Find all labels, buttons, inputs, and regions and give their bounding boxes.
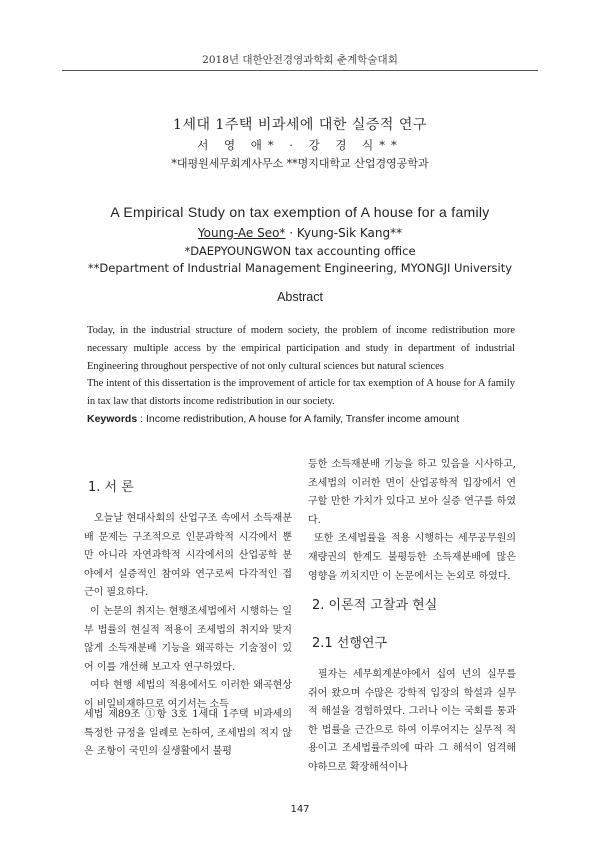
- english-affiliation-1: *DAEPYOUNGWON tax accounting office: [184, 244, 416, 258]
- korean-authors: 서 영 애* · 강 경 식**: [197, 138, 403, 152]
- section-2-heading: 2. 이론적 고찰과 현실: [312, 598, 438, 613]
- author-separator: ·: [285, 226, 297, 240]
- section-2-1-heading: 2.1 선행연구: [312, 636, 388, 651]
- right-column-body: [308, 456, 516, 586]
- right-paragraph-1: 등한 소득재분배 기능을 하고 있음을 시사하고, 조세법의 이러한 면이 산업공학적 입장에서 연구할 만한 가치가 있다고 보아 실증 연구를 하였다.: [308, 459, 516, 526]
- left-column-body: [84, 510, 292, 715]
- author-2: Kyung-Sik Kang**: [296, 226, 403, 240]
- abstract-heading: Abstract: [277, 290, 323, 304]
- section-1-heading: 1. 서 론: [88, 480, 134, 495]
- conference-header: 2018년 대한안전경영과학회 춘계학술대회: [202, 54, 398, 66]
- page-number: 147: [290, 804, 310, 815]
- abstract-paragraph-1: Today, in the industrial structure of modern society, the problem of income redistribution more necessary multiple access by the empirical participation and study in department of industrial Engineering throughout perspective of not only cultural sciences but natural sciences: [87, 325, 515, 372]
- author-1: Young-Ae Seo*: [197, 226, 286, 240]
- intro-paragraph-1: 오늘날 현대사회의 산업구조 속에서 소득재분배 문제는 구조적으로 인문과학적 시각에서 뿐만 아니라 자연과학적 시각에서의 산업공학 분야에서 실증적인 참여와 연구로써 다각적인 접근이 필요하다.: [84, 513, 292, 599]
- right-paragraph-2: 또한 조세법률을 적용 시행하는 세무공무원의 재량권의 한계도 불평등한 소득재분배에 많은 영향을 끼치지만 이 논문에서는 논외로 하였다.: [308, 533, 516, 582]
- abstract-paragraph-2: The intent of this dissertation is the improvement of article for tax exemption of A house for A family in tax law that distorts income redistribution in our society.: [87, 378, 515, 408]
- keywords-label: Keywords: [87, 412, 138, 425]
- right-paragraph-3: 필자는 세무회계분야에서 십여 년의 실무를 쥐어 왔으며 수많은 강학적 입장의 학설과 실무적 해설을 경험하였다. 그러나 이는 국회를 통과한 법률을 근간으로 하여 이루어지는 실무적 적용이고 조세법률주의에 따라 그 해석이 엄격해야하므로 확장해석이나: [308, 669, 516, 773]
- korean-affiliation: *대평원세무회계사무소 **명지대학교 산업경영공학과: [171, 157, 429, 170]
- english-affiliation-2: **Department of Industrial Management Engineering, MYONGJI University: [87, 261, 513, 275]
- intro-paragraph-3: 여타 현행 세법의 적용에서도 이러한 왜곡현상이 비일비재하므로 여기서는 소득: [84, 680, 292, 710]
- abstract-body: [87, 322, 515, 429]
- korean-title: 1세대 1주택 비과세에 대한 실증적 연구: [173, 117, 427, 133]
- english-authors: [0, 226, 600, 240]
- left-column-body-continued: [84, 706, 292, 762]
- header-divider: [62, 70, 538, 71]
- right-column-body-continued: [308, 666, 516, 778]
- keywords: [87, 411, 515, 429]
- intro-paragraph-2: 이 논문의 취지는 현행조세법에서 시행하는 일부 법률의 현실적 적용이 조세법의 취지와 맞지 않게 소득재분배 기능을 왜곡하는 기술점이 있어 이를 개선해 보고자 연구하였다.: [84, 605, 292, 673]
- intro-paragraph-4: 세법 제89조 ①항 3호 1세대 1주택 비과세의 특정한 규정을 일례로 논하여, 조세법의 적지 않은 조항이 국민의 실생활에서 불평: [84, 709, 292, 758]
- keywords-list: : Income redistribution, A house for A family, Transfer income amount: [137, 412, 460, 425]
- english-title: A Empirical Study on tax exemption of A house for a family: [110, 204, 490, 220]
